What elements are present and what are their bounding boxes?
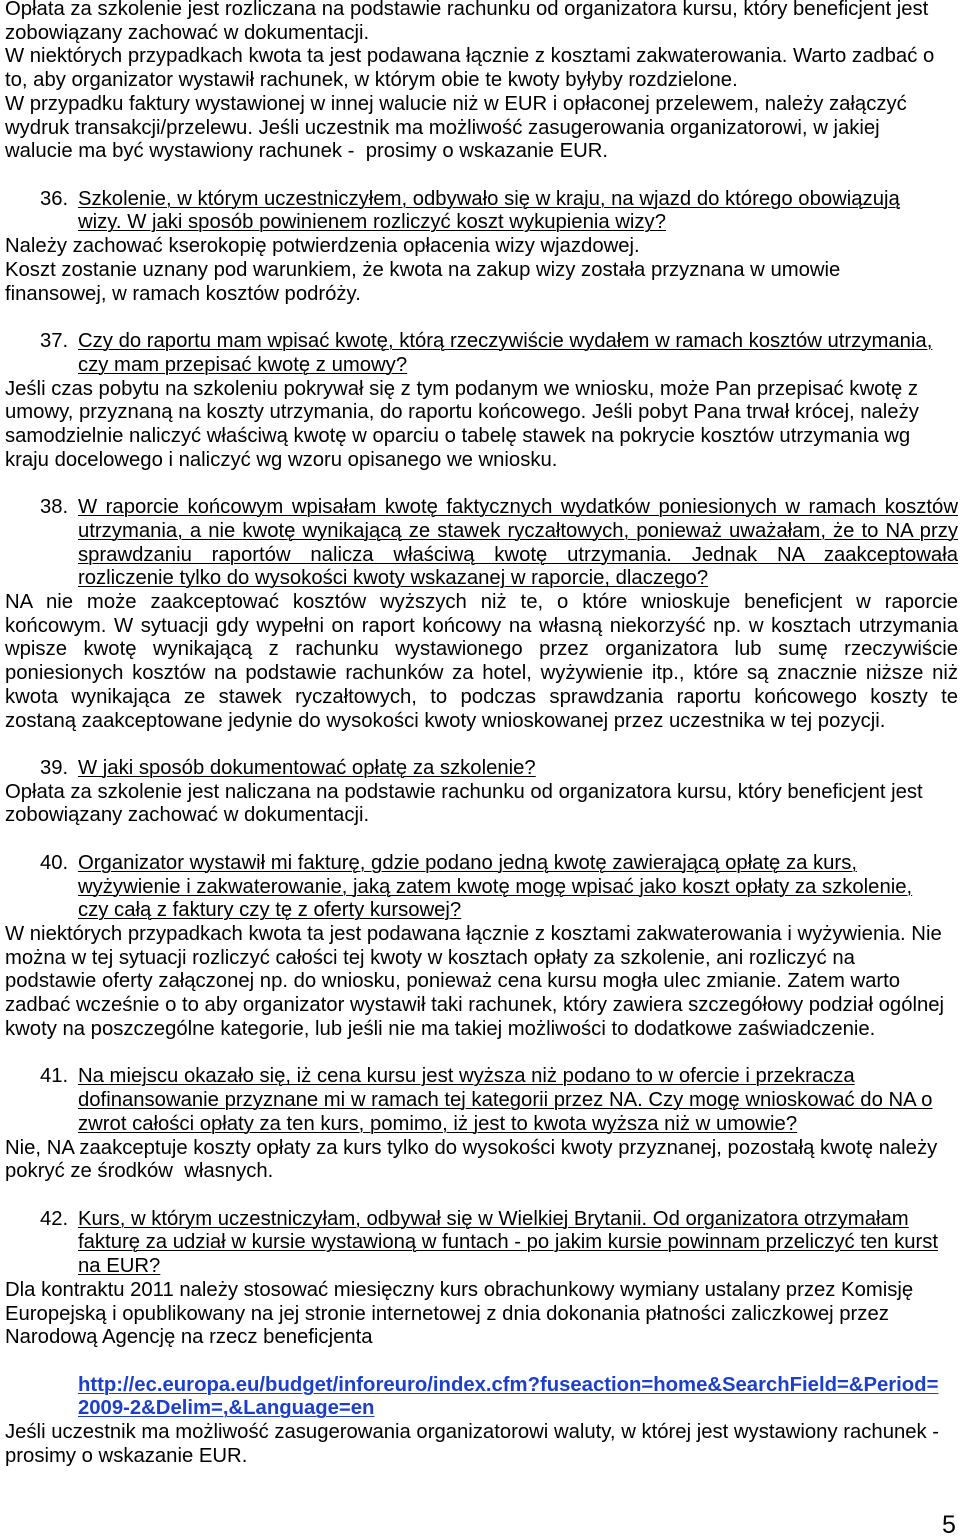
faq-item-36 (5, 188, 958, 307)
question (5, 852, 958, 923)
document-page (5, 0, 958, 1469)
page-number: 5 (942, 1511, 956, 1539)
answer-line: Jeśli uczestnik ma możliwość zasugerowania organizatorowi waluty, w której jest wystawiony rachunek - (5, 1421, 940, 1444)
faq-item-40 (5, 852, 958, 1042)
question-number: 41. (40, 1065, 69, 1088)
answer (5, 235, 958, 306)
answer-line: Opłata za szkolenie jest naliczana na podstawie rachunku od organizatora kursu, który beneficjent jest (5, 780, 923, 803)
answer-line: Nie, NA zaakceptuje koszty opłaty za kurs tylko do wysokości kwoty przyznanej, pozostałą kwotę należy (5, 1136, 938, 1159)
question-number: 42. (40, 1207, 69, 1230)
question (5, 330, 958, 377)
answer (5, 923, 958, 1042)
question-line: dofinansowanie przyznane mi w ramach tej kategorii przez NA. Czy mogę wnioskować do NA o (78, 1089, 933, 1112)
answer (5, 781, 958, 828)
answer-line: Jeśli czas pobytu na szkoleniu pokrywał się z tym podanym we wniosku, może Pan przepisać kwotę z (5, 377, 919, 400)
intro-paragraph (5, 0, 958, 164)
faq-item-38 (5, 496, 958, 733)
answer (5, 1137, 958, 1184)
question-line: wizy. W jaki sposób powinienem rozliczyć koszt wykupienia wizy? (78, 211, 666, 234)
question-line: sprawdzaniu raportów nalicza właściwą kwotę utrzymania. Jednak NA zaakceptowała (78, 543, 958, 566)
answer-line: W niektórych przypadkach kwota ta jest podawana łącznie z kosztami zakwaterowania i wyżywienia. Nie (5, 923, 942, 946)
question (5, 1065, 958, 1136)
faq-item-41 (5, 1065, 958, 1184)
text-line: W niektórych przypadkach kwota ta jest podawana łącznie z kosztami zakwaterowania. Warto zadbać o (5, 45, 935, 68)
answer-line: pokryć ze środków własnych. (5, 1160, 274, 1183)
question-number: 39. (40, 757, 69, 779)
answer-line: Europejską i opublikowany na jej stronie internetowej z dnia dokonania płatności zaliczkowej przez (5, 1302, 889, 1325)
question-line: czy mam przepisać kwotę z umowy? (78, 353, 408, 376)
question-number: 36. (40, 187, 69, 210)
faq-item-42 (5, 1208, 958, 1469)
question-line: Czy do raportu mam wpisać kwotę, którą rzeczywiście wydałem w ramach kosztów utrzymania, (78, 330, 933, 353)
answer-line: można w tej sytuacji rozliczyć całości tej kwoty w kosztach opłaty za szkolenie, ani rozliczyć na (5, 946, 855, 969)
question-line: na EUR? (78, 1255, 161, 1278)
inforeuro-link[interactable]: http://ec.europa.eu/budget/inforeuro/index.cfm?fuseaction=home&SearchField=&Period= (78, 1373, 939, 1396)
question-line: wyżywienie i zakwaterowanie, jaką zatem kwotę mogę wpisać jako koszt opłaty za szkolenie, (78, 875, 913, 898)
question-number: 38. (40, 496, 69, 519)
answer-line: Koszt zostanie uznany pod warunkiem, że kwota na zakup wizy została przyznana w umowie (5, 258, 841, 281)
answer (5, 378, 958, 473)
answer-line: zobowiązany zachować w dokumentacji. (5, 804, 370, 827)
text-line: wydruk transakcji/przelewu. Jeśli uczestnik ma możliwość zasugerowania organizatorowi, w jakiej (5, 116, 880, 139)
answer-line: kraju docelowego i naliczyć wg wzoru opisanego we wniosku. (5, 448, 558, 471)
answer-line: Dla kontraktu 2011 należy stosować miesięczny kurs obrachunkowy wymiany ustalany przez Komisję (5, 1278, 914, 1301)
answer-line: zadbać wcześnie o to aby organizator wystawił taki rachunek, który zawiera szczegółowy podział ogólnej (5, 994, 945, 1017)
answer-line: zostaną zaakceptowane jedynie do wysokości kwoty wnioskowanej przez uczestnika w tej pozycji. (5, 709, 886, 732)
answer-line: Narodową Agencję na rzecz beneficjenta (5, 1326, 373, 1349)
question-number: 37. (40, 330, 69, 353)
answer-line: umowy, przyznaną na koszty utrzymania, do raportu końcowego. Jeśli pobyt Pana trwał krócej, należy (5, 401, 919, 424)
question-line: W jaki sposób dokumentować opłatę za szkolenie? (78, 757, 536, 779)
answer-line: wpisze kwotę wynikającą z rachunku wystawionego przez organizatora lub sumę rzeczywiście (5, 638, 958, 661)
question-line: zwrot całości opłaty za ten kurs, pomimo, iż jest to kwota wyższa niż w umowie? (78, 1112, 798, 1135)
answer-line: finansowej, w ramach kosztów podróży. (5, 282, 361, 305)
answer-note (5, 1421, 958, 1468)
question-line: Kurs, w którym uczestniczyłam, odbywał się w Wielkiej Brytanii. Od organizatora otrzymałam (78, 1207, 909, 1230)
text-line: to, aby organizator wystawił rachunek, w którym obie te kwoty byłyby rozdzielone. (5, 69, 738, 92)
faq-item-39 (5, 757, 958, 828)
answer-line: kwoty na poszczególne kategorie, lub jeśli nie ma takiej możliwości to dodatkowe zaświadczenie. (5, 1017, 876, 1040)
question-line: Organizator wystawił mi fakturę, gdzie podano jedną kwotę zawierającą opłatę za kurs, (78, 851, 857, 874)
question-line: czy całą z faktury czy tę z oferty kursowej? (78, 899, 462, 922)
answer-line: samodzielnie naliczyć właściwą kwotę w oparciu o tabelę stawek na pokrycie kosztów utrzymania wg (5, 424, 911, 447)
text-line: walucie ma być wystawiony rachunek - prosimy o wskazanie EUR. (5, 140, 609, 163)
question-line: Szkolenie, w którym uczestniczyłem, odbywało się w kraju, na wjazd do którego obowiązują (78, 187, 900, 210)
answer-line: kwota wynikająca ze stawek ryczałtowych, to podczas sprawdzania raportu końcowego koszty te (5, 685, 958, 708)
question-line: utrzymania, a nie kwotę wynikającą ze stawek ryczałtowych, ponieważ uważałam, że to NA przy (78, 519, 958, 542)
text-line: W przypadku faktury wystawionej w innej walucie niż w EUR i opłaconej przelewem, należy załączyć (5, 92, 907, 115)
answer-line: NA nie może zaakceptować kosztów wyższych niż te, o które wnioskuje beneficjent w raporcie (5, 590, 958, 613)
question (5, 496, 958, 591)
answer-line: końcowym. W sytuacji gdy wypełni on raport końcowy na własną niekorzyść np. w kosztach utrzymania (5, 614, 958, 637)
answer (5, 1279, 958, 1350)
inforeuro-link-block (5, 1374, 958, 1421)
question (5, 757, 958, 781)
question (5, 1208, 958, 1279)
answer-line: podstawie oferty załączonej np. do wniosku, ponieważ cena kursu mogła ulec zmianie. Zatem warto (5, 970, 901, 993)
question-line: W raporcie końcowym wpisałam kwotę faktycznych wydatków poniesionych w ramach kosztów (78, 496, 958, 519)
text-line: zobowiązany zachować w dokumentacji. (5, 21, 370, 44)
faq-item-37 (5, 330, 958, 472)
question (5, 188, 958, 235)
answer-line: prosimy o wskazanie EUR. (5, 1444, 248, 1467)
question-line: rozliczenie tylko do wysokości kwoty wskazanej w raporcie, dlaczego? (78, 567, 709, 590)
inforeuro-link[interactable]: 2009-2&Delim=,&Language=en (78, 1397, 375, 1420)
text-line: Opłata za szkolenie jest rozliczana na podstawie rachunku od organizatora kursu, który beneficjent jest (5, 0, 929, 20)
answer-line: Należy zachować kserokopię potwierdzenia opłacenia wizy wjazdowej. (5, 235, 640, 258)
question-line: fakturę za udział w kursie wystawioną w funtach - po jakim kursie powinnam przeliczyć ten kurst (78, 1231, 939, 1254)
question-line: Na miejscu okazało się, iż cena kursu jest wyższa niż podano to w ofercie i przekracza (78, 1065, 855, 1088)
answer-line: poniesionych kosztów na podstawie rachunków za hotel, wyżywienie itp., które są znacznie niższe niż (5, 662, 958, 685)
answer (5, 591, 958, 733)
question-number: 40. (40, 851, 69, 874)
